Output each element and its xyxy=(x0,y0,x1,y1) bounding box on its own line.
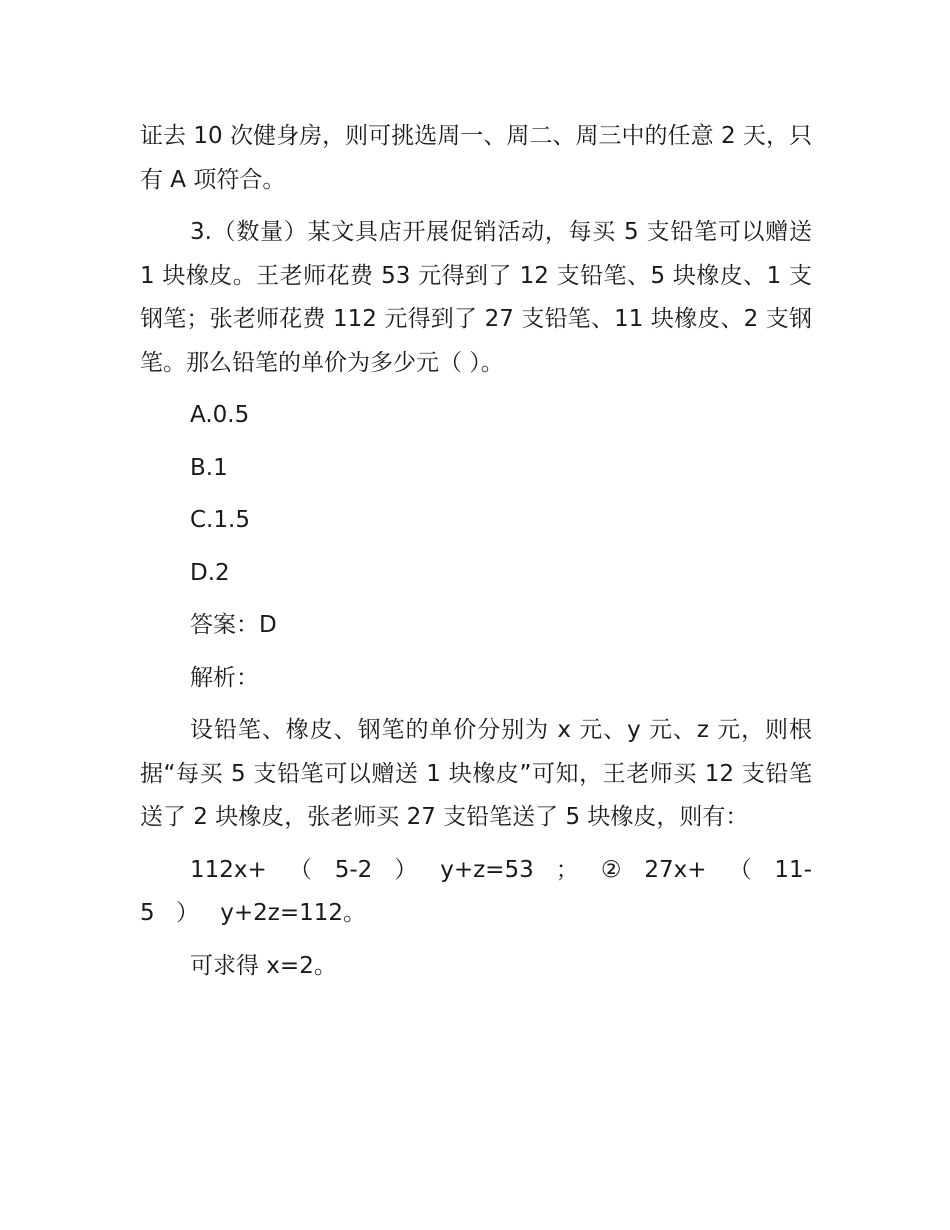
option-c: C.1.5 xyxy=(190,507,250,533)
question-3-stem: 3.（数量）某文具店开展促销活动，每买 5 支铅笔可以赠送 1 块橡皮。王老师花费 53 元得到了 12 支铅笔、5 块橡皮、1 支钢笔；张老师花费 112 元得到了 27 支铅笔、11 块橡皮、2 支钢笔。那么铅笔的单价为多少元（ ）。 xyxy=(140,219,812,376)
equation-line: 112x+ （ 5-2 ） y+z=53 ； ② 27x+ （ 11-5 ） y+2z=112。 xyxy=(140,856,812,926)
result-line: 可求得 x=2。 xyxy=(190,952,337,979)
analysis-label: 解析： xyxy=(190,664,259,691)
paragraph-previous-explanation: 证去 10 次健身房，则可挑选周一、周二、周三中的任意 2 天，只有 A 项符合。 xyxy=(140,123,812,193)
option-d: D.2 xyxy=(190,559,230,586)
answer-line: 答案：D xyxy=(190,612,277,638)
analysis-text: 设铅笔、橡皮、钢笔的单价分别为 x 元、y 元、z 元，则根据“每买 5 支铅笔可以赠送 1 块橡皮”可知，王老师买 12 支铅笔送了 2 块橡皮，张老师买 27 支铅笔送了 5 块橡皮，则有： xyxy=(140,717,812,830)
option-a: A.0.5 xyxy=(190,402,250,428)
document-page xyxy=(140,115,812,997)
option-b: B.1 xyxy=(190,454,228,481)
